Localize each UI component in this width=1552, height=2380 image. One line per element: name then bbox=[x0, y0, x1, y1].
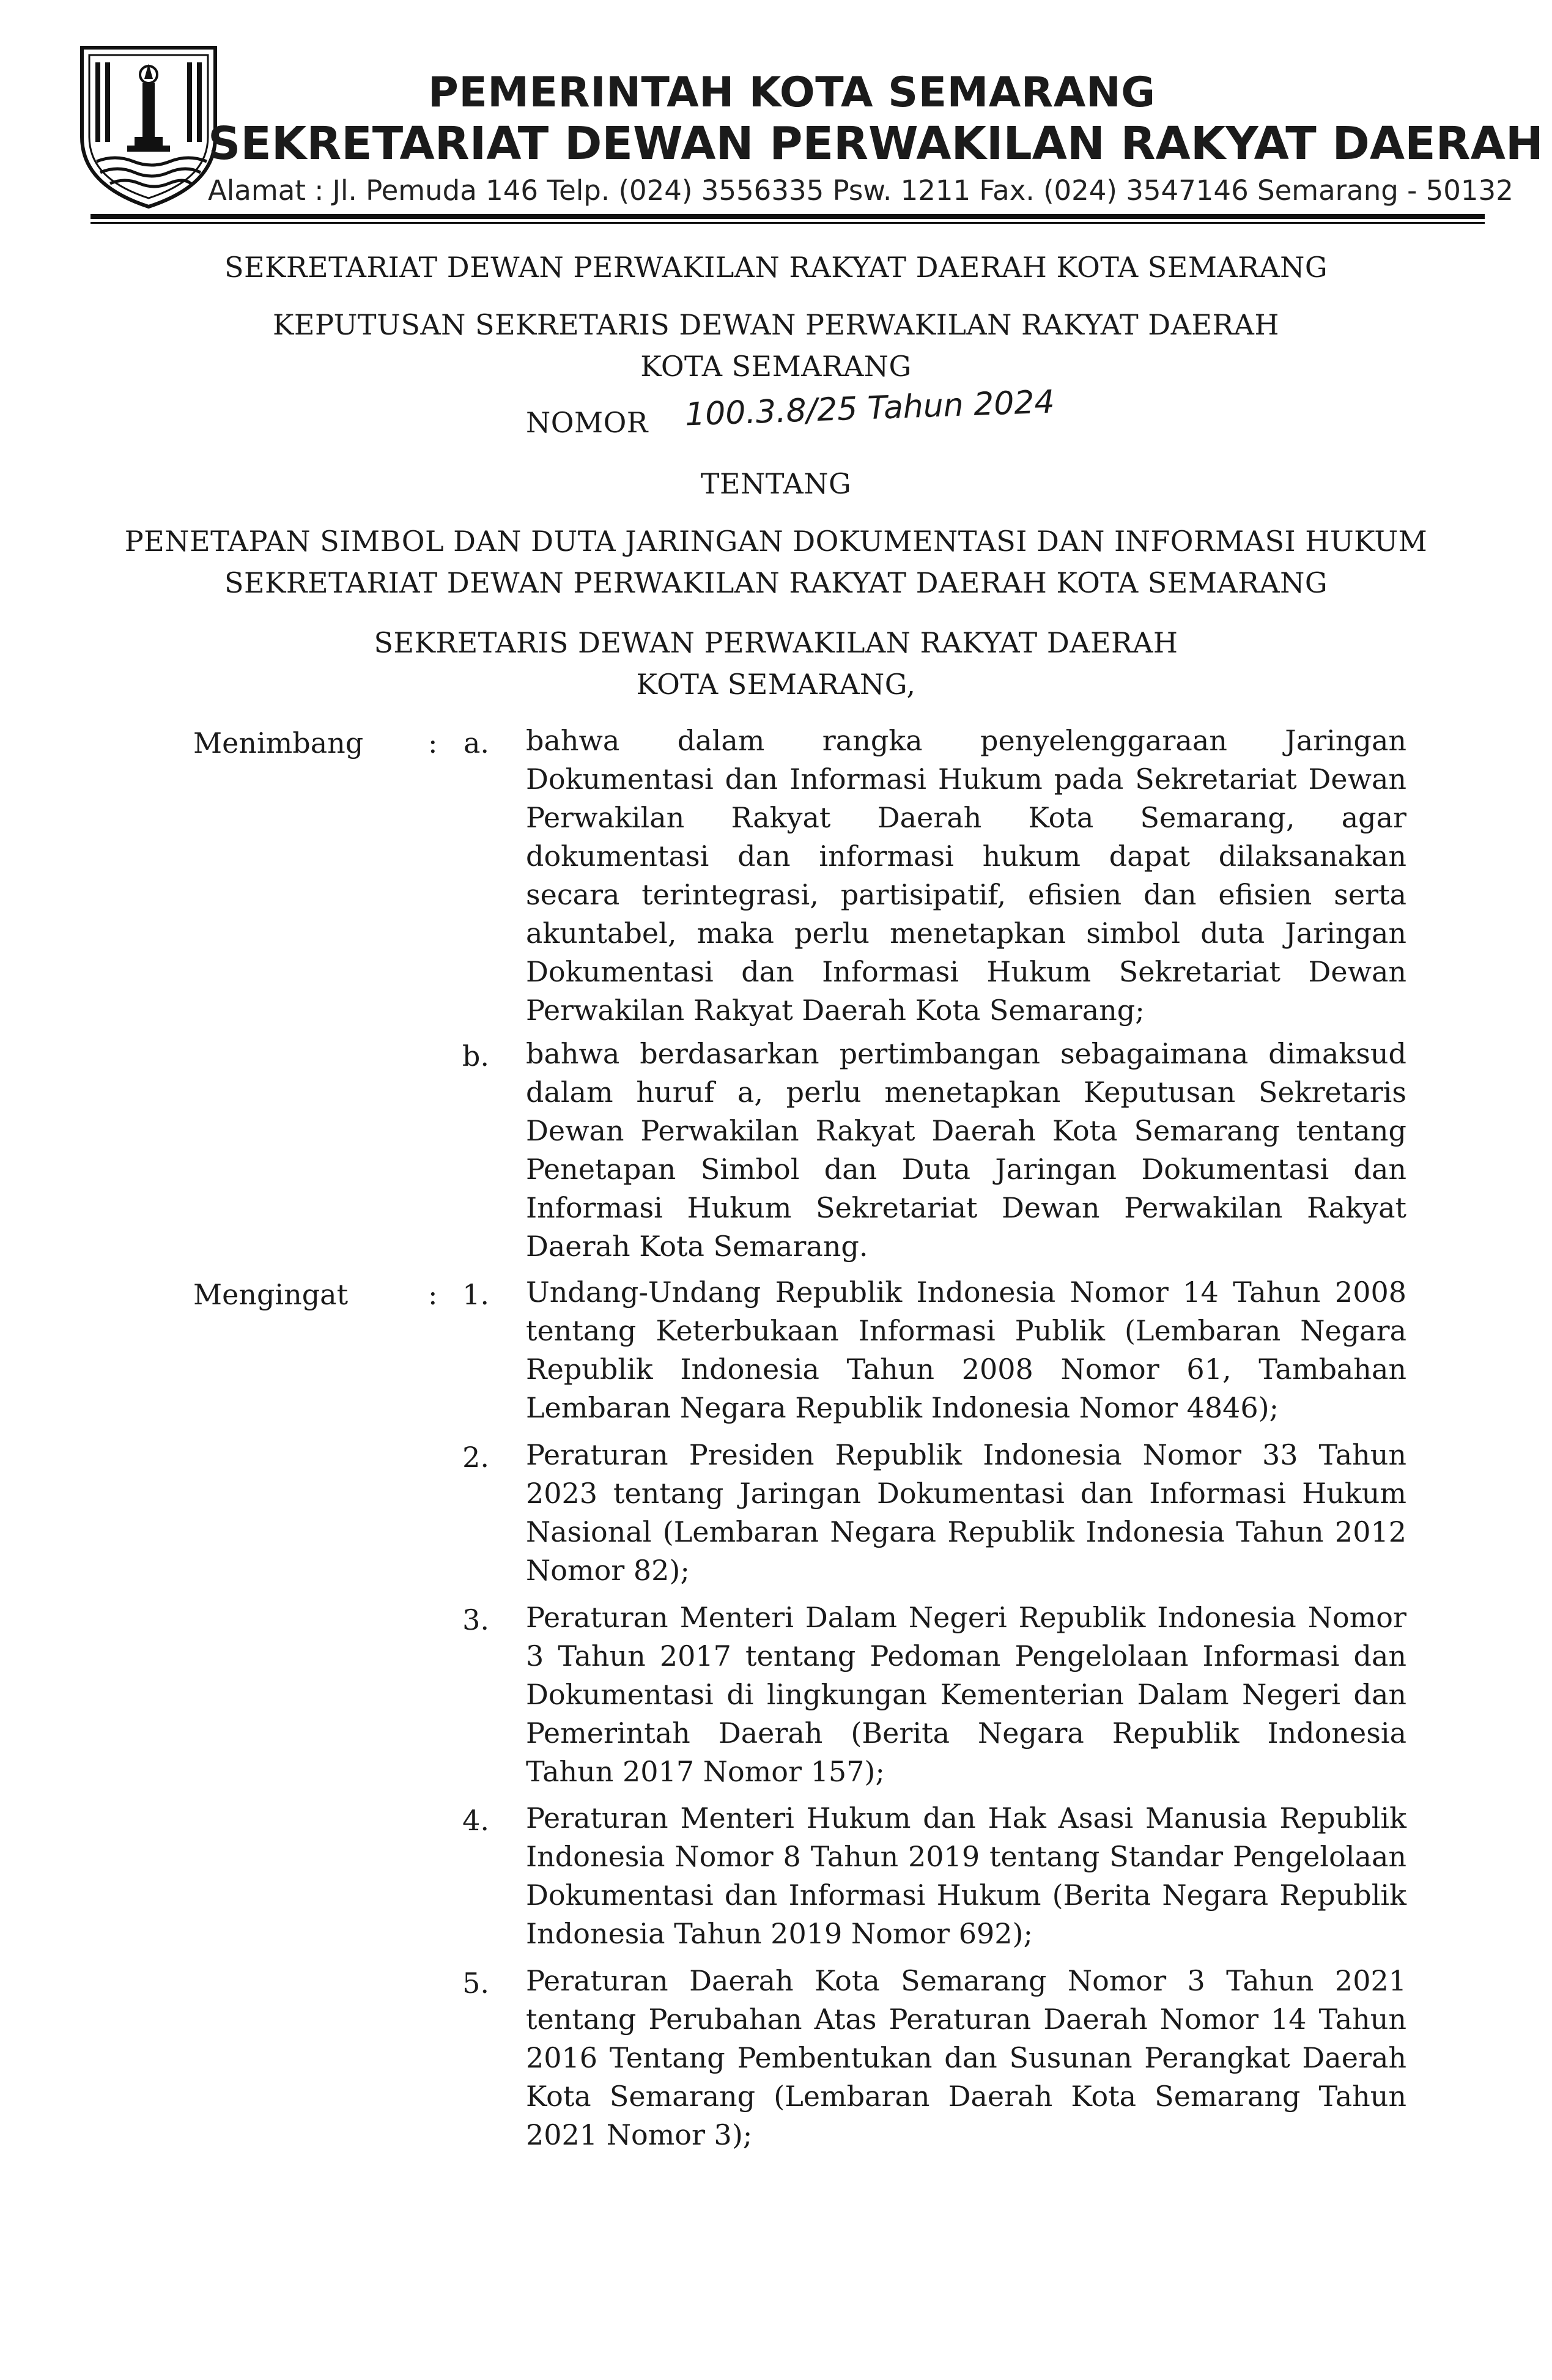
semarang-city-emblem-icon bbox=[78, 45, 219, 209]
mengingat-item-3: Peraturan Menteri Dalam Negeri Republik Indonesia Nomor 3 Tahun 2017 tentang Pedoman Pengelolaan Informasi dan Dokumentasi di lingkungan Kementerian Dalam Negeri dan Pemerintah Daerah (Berita Negara Republik Indonesia Tahun 2017 Nomor 157); bbox=[526, 1601, 1406, 1788]
menimbang-marker-b: b. bbox=[462, 1040, 489, 1073]
mengingat-item-5: Peraturan Daerah Kota Semarang Nomor 3 Tahun 2021 tentang Perubahan Atas Peraturan Daerah Nomor 14 Tahun 2016 Tentang Pembentukan dan Susunan Perangkat Daerah Kota Semarang (Lembaran Daerah Kota Semarang Tahun 2021 Nomor 3); bbox=[526, 1964, 1406, 2151]
decree-title-line2: KOTA SEMARANG bbox=[640, 350, 912, 383]
mengingat-marker-1: 1. bbox=[462, 1278, 489, 1311]
decree-title-line1: KEPUTUSAN SEKRETARIS DEWAN PERWAKILAN RAKYAT DAERAH bbox=[273, 308, 1279, 341]
mengingat-item-1: Undang-Undang Republik Indonesia Nomor 14 Tahun 2008 tentang Keterbukaan Informasi Publik (Lembaran Negara Republik Indonesia Tahun 2008 Nomor 61, Tambahan Lembaran Negara Republik Indonesia Nomor 4846); bbox=[526, 1276, 1406, 1424]
letterhead-government-title: PEMERINTAH KOTA SEMARANG bbox=[428, 68, 1156, 117]
mengingat-marker-3: 3. bbox=[462, 1603, 489, 1636]
tentang-label: TENTANG bbox=[700, 467, 852, 500]
letterhead bbox=[0, 0, 1552, 232]
mengingat-label: Mengingat bbox=[193, 1278, 349, 1311]
mengingat-item-4: Peraturan Menteri Hukum dan Hak Asasi Manusia Republik Indonesia Nomor 8 Tahun 2019 tentang Standar Pengelolaan Dokumentasi dan Informasi Hukum (Berita Negara Republik Indonesia Tahun 2019 Nomor 692); bbox=[526, 1802, 1406, 1950]
mengingat-marker-2: 2. bbox=[462, 1441, 489, 1474]
menimbang-label: Menimbang bbox=[193, 726, 364, 759]
mengingat-marker-4: 4. bbox=[462, 1804, 489, 1837]
mengingat-marker-5: 5. bbox=[462, 1967, 489, 2000]
letterhead-divider-thick bbox=[91, 214, 1485, 219]
menimbang-marker-a: a. bbox=[463, 726, 489, 759]
institution-heading: SEKRETARIAT DEWAN PERWAKILAN RAKYAT DAERAH KOTA SEMARANG bbox=[224, 251, 1328, 284]
menimbang-colon: : bbox=[428, 726, 438, 759]
letterhead-divider-thin bbox=[91, 222, 1485, 224]
nomor-value-handwritten: 100.3.8/25 Tahun 2024 bbox=[684, 383, 1055, 434]
mengingat-colon: : bbox=[428, 1278, 438, 1311]
official-title-line1: SEKRETARIS DEWAN PERWAKILAN RAKYAT DAERAH bbox=[374, 626, 1178, 659]
nomor-label: NOMOR bbox=[526, 406, 648, 439]
mengingat-item-2: Peraturan Presiden Republik Indonesia Nomor 33 Tahun 2023 tentang Jaringan Dokumentasi dan Informasi Hukum Nasional (Lembaran Negara Republik Indonesia Tahun 2012 Nomor 82); bbox=[526, 1438, 1406, 1587]
menimbang-item-a: bahwa dalam rangka penyelenggaraan Jaringan Dokumentasi dan Informasi Hukum pada Sekretariat Dewan Perwakilan Rakyat Daerah Kota Semarang, agar dokumentasi dan informasi hukum dapat dilaksanakan secara terintegrasi, partisipatif, efisien dan efisien serta akuntabel, maka perlu menetapkan simbol duta Jaringan Dokumentasi dan Informasi Hukum Sekretariat Dewan Perwakilan Rakyat Daerah Kota Semarang; bbox=[526, 724, 1406, 1027]
letterhead-secretariat-title: SEKRETARIAT DEWAN PERWAKILAN RAKYAT DAERAH bbox=[208, 117, 1543, 170]
official-title-line2: KOTA SEMARANG, bbox=[636, 668, 916, 701]
subject-line2: SEKRETARIAT DEWAN PERWAKILAN RAKYAT DAERAH KOTA SEMARANG bbox=[224, 566, 1328, 599]
letterhead-address: Alamat : Jl. Pemuda 146 Telp. (024) 3556335 Psw. 1211 Fax. (024) 3547146 Semarang - 50132 bbox=[208, 174, 1513, 207]
menimbang-item-b: bahwa berdasarkan pertimbangan sebagaimana dimaksud dalam huruf a, perlu menetapkan Keputusan Sekretaris Dewan Perwakilan Rakyat Daerah Kota Semarang tentang Penetapan Simbol dan Duta Jaringan Dokumentasi dan Informasi Hukum Sekretariat Dewan Perwakilan Rakyat Daerah Kota Semarang. bbox=[526, 1037, 1406, 1263]
subject-line1: PENETAPAN SIMBOL DAN DUTA JARINGAN DOKUMENTASI DAN INFORMASI HUKUM bbox=[124, 525, 1428, 558]
